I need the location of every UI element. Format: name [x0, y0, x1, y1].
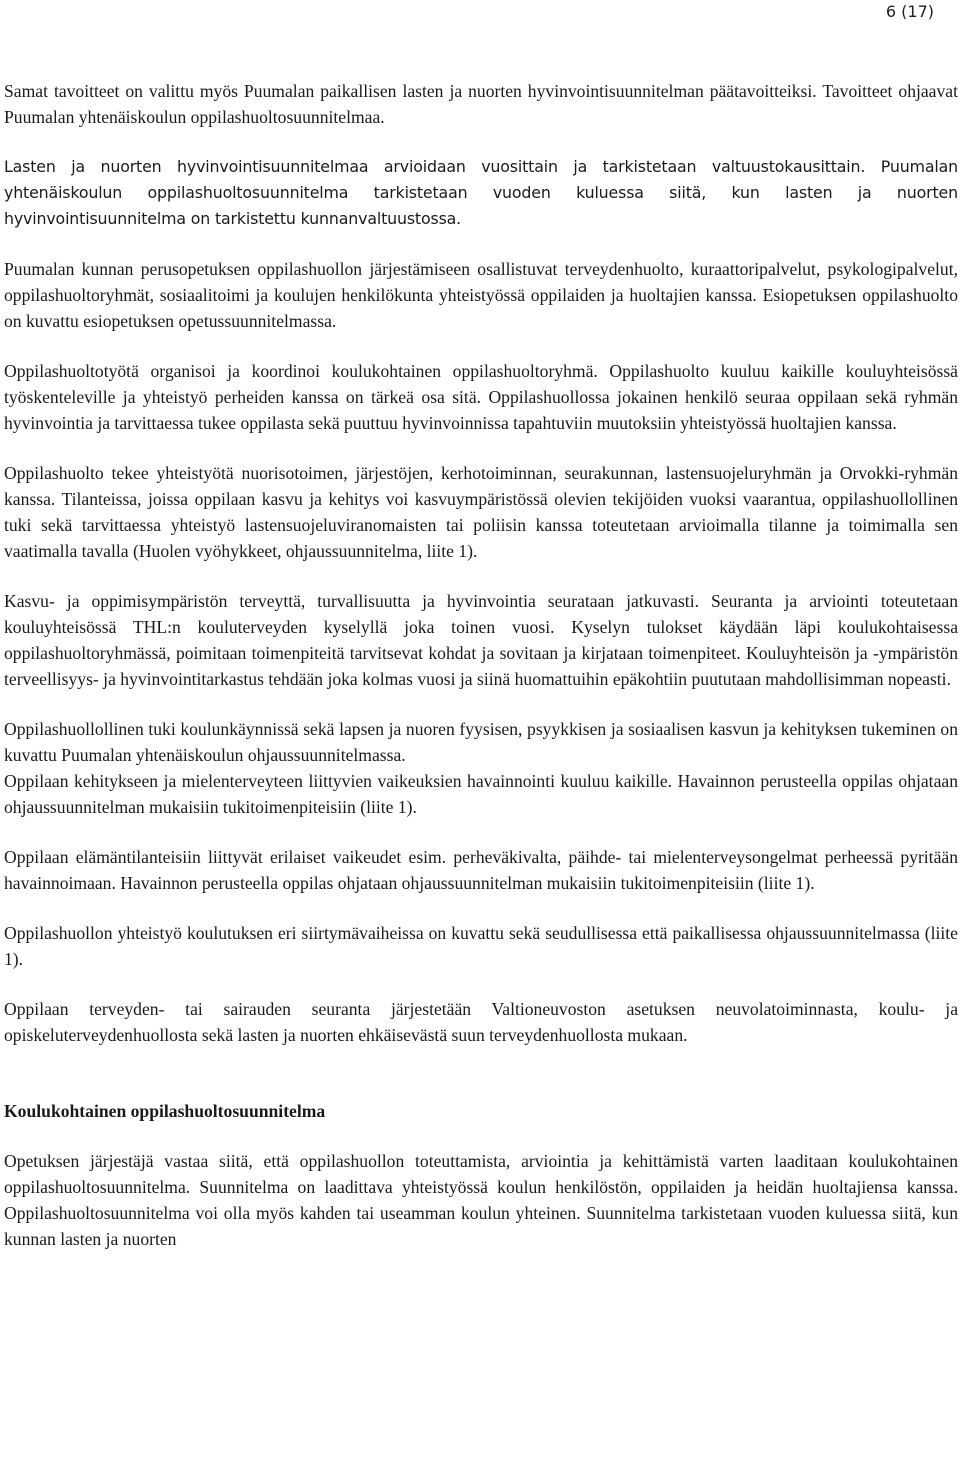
paragraph-evaluation: Lasten ja nuorten hyvinvointisuunnitelmaa arvioidaan vuosittain ja tarkistetaan valtuustokausittain. Puumalan yhtenäiskoulun oppilashuoltosuunnitelma tarkistetaan vuoden kuluessa siitä, kun lasten ja nuorten hyvinvointisuunnitelma on tarkistettu kunnanvaltuustossa.	[4, 157, 958, 228]
paragraph-health-monitoring: Oppilaan terveyden- tai sairauden seuranta järjestetään Valtioneuvoston asetuksen neuvolatoiminnasta, koulu- ja opiskeluterveydenhuollosta sekä lasten ja nuorten ehkäisevästä suun terveydenhuollosta mukaan.	[4, 999, 958, 1045]
paragraph-support: Oppilashuollollinen tuki koulunkäynnissä sekä lapsen ja nuoren fyysisen, psyykkisen ja sosiaalisen kasvun ja kehityksen tukeminen on kuvattu Puumalan yhtenäiskoulun ohjaussuunnitelmassa.	[4, 719, 958, 765]
section-paragraph: Opetuksen järjestäjä vastaa siitä, että oppilashuollon toteuttamista, arviointia ja kehittämistä varten laaditaan koulukohtainen oppilashuoltosuunnitelma. Suunnitelma on laadittava yhteistyössä koulun henkilöstön, oppilaiden ja heidän huoltajiensa kanssa. Oppilashuoltosuunnitelma voi olla myös kahden tai useamman koulun yhteinen. Suunnitelma tarkistetaan vuoden kuluessa siitä, kun kunnan lasten ja nuorten	[4, 1151, 958, 1249]
document-body	[4, 78, 958, 1276]
paragraph-goals: Samat tavoitteet on valittu myös Puumalan paikallisen lasten ja nuorten hyvinvointisuunnitelman päätavoitteiksi. Tavoitteet ohjaavat Puumalan yhtenäiskoulun oppilashuoltosuunnitelmaa.	[4, 81, 958, 127]
page-number: 6 (17)	[885, 2, 934, 21]
section-heading: Koulukohtainen oppilashuoltosuunnitelma	[4, 1101, 326, 1121]
paragraph-life-situations: Oppilaan elämäntilanteisiin liittyvät erilaiset vaikeudet esim. perheväkivalta, päihde- tai mielenterveysongelmat perheessä pyritään havainnoimaan. Havainnon perusteella oppilas ohjataan ohjaussuunnitelman mukaisiin tukitoimenpiteisiin (liite 1).	[4, 847, 958, 893]
paragraph-monitoring: Kasvu- ja oppimisympäristön terveyttä, turvallisuutta ja hyvinvointia seurataan jatkuvasti. Seuranta ja arviointi toteutetaan kouluyhteisössä THL:n kouluterveyden kyselyllä joka toinen vuosi. Kyselyn tulokset käydään läpi koulukohtaisessa oppilashuoltoryhmässä, poimitaan toimenpiteitä tarvitsevat kohdat ja sovitaan ja kirjataan toimenpiteet. Kouluyhteisön ja -ympäristön terveellisyys- ja hyvinvointitarkastus tehdään joka kolmas vuosi ja siinä huomattuihin epäkohtiin puututaan mahdollisimman nopeasti.	[4, 591, 958, 689]
paragraph-cooperation: Oppilashuolto tekee yhteistyötä nuorisotoimen, järjestöjen, kerhotoiminnan, seurakunnan, lastensuojeluryhmän ja Orvokki-ryhmän kanssa. Tilanteissa, joissa oppilaan kasvu ja kehitys voi kasvuympäristössä olevien tekijöiden vuoksi vaarantua, oppilashuollollinen tuki sekä tarvittaessa yhteistyö lastensuojeluviranomaisten tai poliisin kanssa toteutetaan arvioimalla tilanne ja toimimalla sen vaatimalla tavalla (Huolen vyöhykkeet, ohjaussuunnitelma, liite 1).	[4, 463, 958, 561]
paragraph-participants: Puumalan kunnan perusopetuksen oppilashuollon järjestämiseen osallistuvat terveydenhuolto, kuraattoripalvelut, psykologipalvelut, oppilashuoltoryhmät, sosiaalitoimi ja koulujen henkilökunta yhteistyössä oppilaiden ja huoltajien kanssa. Esiopetuksen oppilashuolto on kuvattu esiopetuksen opetussuunnitelmassa.	[4, 259, 958, 331]
paragraph-transitions: Oppilashuollon yhteistyö koulutuksen eri siirtymävaiheissa on kuvattu sekä seudullisessa että paikallisessa ohjaussuunnitelmassa (liite 1).	[4, 923, 958, 969]
paragraph-organisation: Oppilashuoltotyötä organisoi ja koordinoi koulukohtainen oppilashuoltoryhmä. Oppilashuolto kuuluu kaikille kouluyhteisössä työskenteleville ja yhteistyö perheiden kanssa on tärkeä osa sitä. Oppilashuollossa jokainen henkilö seuraa oppilaan sekä ryhmän hyvinvointia ja tarvittaessa tukee oppilasta sekä puuttuu hyvinvoinnissa tapahtuviin muutoksiin yhteistyössä huoltajien kanssa.	[4, 361, 958, 433]
paragraph-observation: Oppilaan kehitykseen ja mielenterveyteen liittyvien vaikeuksien havainnointi kuuluu kaikille. Havainnon perusteella oppilas ohjataan ohjaussuunnitelman mukaisiin tukitoimenpiteisiin (liite 1).	[4, 771, 958, 817]
